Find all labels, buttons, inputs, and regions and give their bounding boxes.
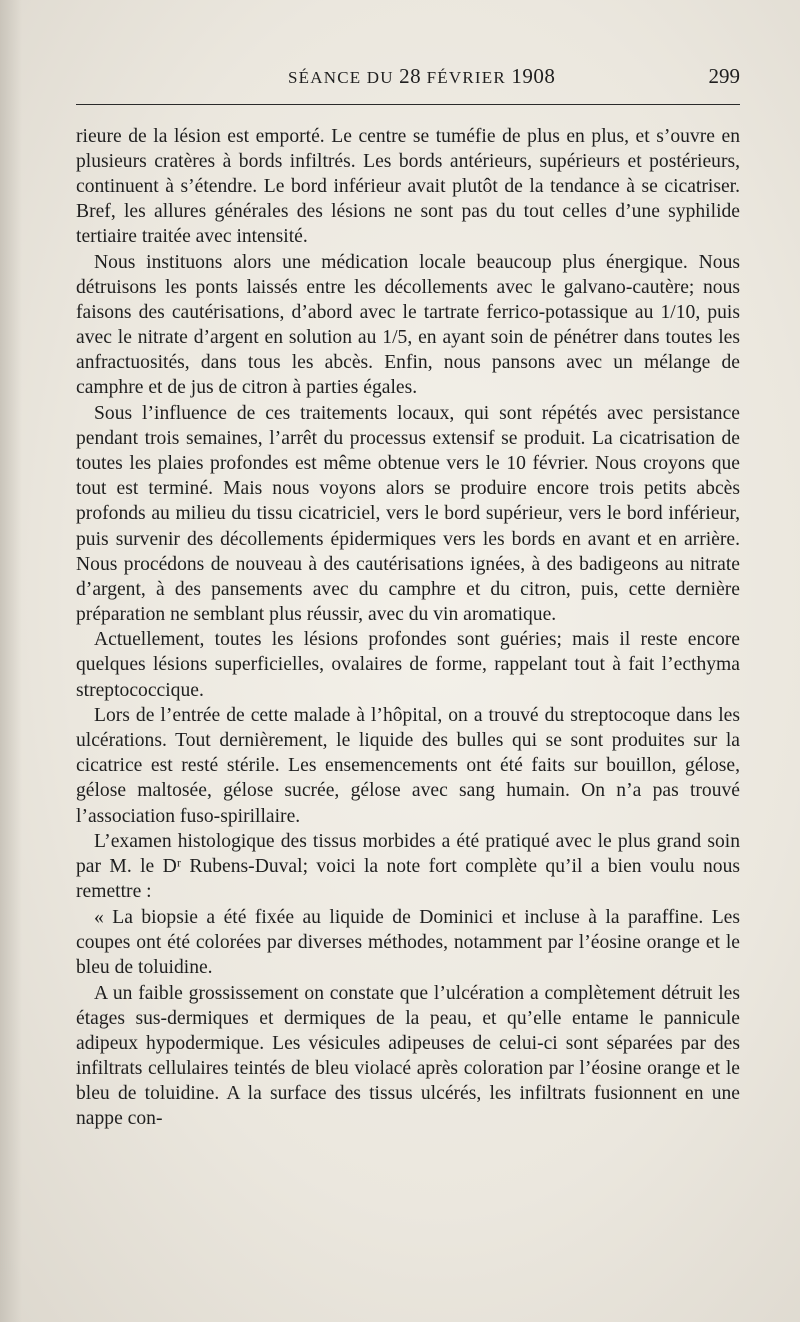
paragraph: Sous l’influence de ces traitements locaux, qui sont répétés avec persistance pendant trois semaines, l’arrêt du processus extensif se produit. La cicatrisation de toutes les plaies profondes est même obtenue vers le 10 février. Nous croyons que tout est terminé. Mais nous voyons alors se produire encore trois petits abcès profonds au milieu du tissu cicatriciel, vers le bord supérieur, vers le bord inférieur, puis survenir des décollements épidermiques vers les bords en avant et en arrière. Nous procédons de nouveau à des cautérisations ignées, à des badigeons au nitrate d’argent, à des pansements avec du camphre et du citron, puis, cette dernière préparation ne semblant plus réussir, avec du vin aromatique.: [76, 403, 740, 625]
running-head-year: 1908: [511, 64, 556, 88]
paragraph: Actuellement, toutes les lésions profondes sont guéries; mais il reste encore quelques lésions superficielles, ovalaires de forme, rappelant tout à fait l’ecthyma streptococcique.: [76, 629, 740, 701]
paragraph: Nous instituons alors une médication locale beaucoup plus énergique. Nous détruisons les ponts laissés entre les décollements avec le galvano-cautère; nous faisons des cautérisations, d’abord avec le tartrate ferrico-potassique au 1/10, puis avec le nitrate d’argent en solution au 1/5, en ayant soin de pénétrer dans toutes les anfractuosités, dans tous les abcès. Enfin, nous pansons avec un mélange de camphre et de jus de citron à parties égales.: [76, 251, 740, 399]
page-edge-shadow: [0, 0, 22, 1322]
page-header: [76, 62, 740, 92]
quoted-paragraph: « La biopsie a été fixée au liquide de Dominici et incluse à la paraffine. Les coupes ont été colorées par diverses méthodes, notamment par l’éosine orange et le bleu de toluidine.: [76, 906, 740, 979]
paragraph: L’examen histologique des tissus morbides a été pratiqué avec le plus grand soin par M. le Dʳ Rubens-Duval; voici la note fort complète qu’il a bien voulu nous remettre :: [76, 831, 740, 903]
paragraph: A un faible grossissement on constate que l’ulcération a complètement détruit les étages sus-dermiques et dermiques de la peau, et qu’elle entame le pannicule adipeux hypodermique. Les vésicules adipeuses de celui-ci sont séparées par des infiltrats cellulaires teintés de bleu violacé après coloration par l’éosine orange et le bleu de toluidine. A la surface des tissus ulcérés, les infiltrats fusionnent en une nappe con-: [76, 982, 740, 1130]
page-number: 299: [708, 64, 740, 88]
running-head-day: 28: [399, 64, 422, 88]
running-head: [288, 64, 555, 89]
paragraph-continued: rieure de la lésion est emporté. Le centre se tuméfie de plus en plus, et s’ouvre en plusieurs cratères à bords infiltrés. Les bords antérieurs, supérieurs et postérieurs, continuent à s’étendre. Le bord inférieur avait plutôt de la tendance à se cicatriser. Bref, les allures générales des lésions ne sont pas du tout celles d’une syphilide tertiaire traitée avec intensité.: [76, 126, 740, 248]
header-rule: [76, 104, 740, 105]
running-head-pre: SÉANCE DU: [288, 68, 400, 87]
running-head-mid: FÉVRIER: [421, 68, 512, 87]
paragraph: Lors de l’entrée de cette malade à l’hôpital, on a trouvé du streptocoque dans les ulcérations. Tout dernièrement, le liquide des bulles qui se sont produites sur la cicatrice est resté stérile. Les ensemencements ont été faits sur bouillon, gélose, gélose maltosée, gélose sucrée, gélose avec sang humain. On n’a pas trouvé l’association fuso-spirillaire.: [76, 705, 740, 827]
body-text: [76, 124, 740, 1131]
